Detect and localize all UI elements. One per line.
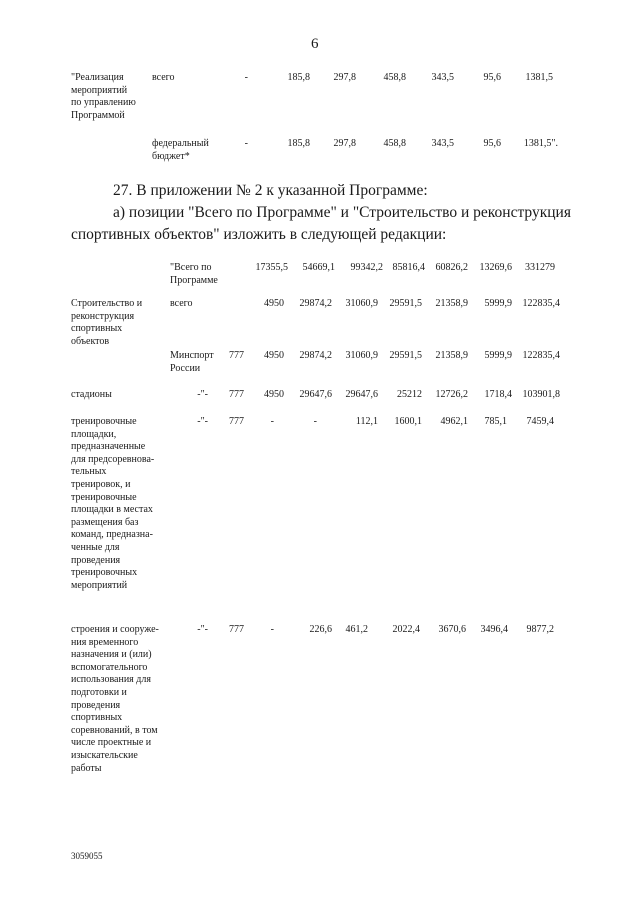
t1-subrow-type: федеральный бюджет* [152, 138, 209, 162]
t2-cell: 13269,6 [479, 262, 512, 273]
t1-subrow-type: всего [152, 72, 175, 83]
t2-cell: 1718,4 [484, 389, 512, 400]
t2-cell: 31060,9 [345, 350, 378, 361]
t1-cell: 458,8 [383, 72, 406, 83]
document-code: 3059055 [71, 851, 103, 861]
t2-cell: 29874,2 [299, 350, 332, 361]
t1-cell: 343,5 [431, 138, 454, 149]
t1-cell: 1381,5". [523, 138, 558, 149]
t1-cell: 185,8 [287, 138, 310, 149]
t2-row-type: "Всего по Программе [170, 262, 218, 286]
t2-cell: 9877,2 [526, 624, 554, 635]
t2-cell: 31060,9 [345, 298, 378, 309]
t2-row-type: Минспорт России [170, 350, 214, 374]
t2-cell: 29591,5 [389, 298, 422, 309]
t2-cell: - [313, 416, 317, 427]
page-number: 6 [311, 36, 319, 52]
t1-cell: 297,8 [333, 72, 356, 83]
t2-row-type: всего [170, 298, 193, 309]
t2-cell: 29874,2 [299, 298, 332, 309]
t2-row-type: -"- [197, 416, 208, 427]
t2-row-label: стадионы [71, 389, 112, 400]
t1-cell: 95,6 [483, 138, 501, 149]
t2-cell: 4950 [264, 350, 284, 361]
t2-cell: 4962,1 [440, 416, 468, 427]
t2-cell: 85816,4 [392, 262, 425, 273]
t2-cell: - [270, 624, 274, 635]
t2-cell: 112,1 [355, 416, 378, 427]
t1-cell: - [244, 72, 248, 83]
t1-cell: 1381,5 [525, 72, 553, 83]
t2-cell: 21358,9 [435, 350, 468, 361]
t2-cell: 7459,4 [526, 416, 554, 427]
t1-cell: 297,8 [333, 138, 356, 149]
t1-cell: 185,8 [287, 72, 310, 83]
t2-cell: 5999,9 [484, 350, 512, 361]
t2-cell: 331279 [525, 262, 555, 273]
t2-code: 777 [229, 350, 244, 361]
t2-cell: 25212 [397, 389, 422, 400]
t2-cell: 60826,2 [435, 262, 468, 273]
t2-code: 777 [229, 416, 244, 427]
t2-cell: 29647,6 [345, 389, 378, 400]
t2-cell: - [270, 416, 274, 427]
t2-cell: 17355,5 [255, 262, 288, 273]
t2-cell: 4950 [264, 298, 284, 309]
t2-row-label: Строительство и реконструкция спортивных объектов [71, 298, 143, 347]
t2-row-type: -"- [197, 389, 208, 400]
t2-cell: 3496,4 [480, 624, 508, 635]
t2-cell: 226,6 [309, 624, 332, 635]
paragraph-subitem-line1: а) позиции "Всего по Программе" и "Строительство и реконструкция [113, 204, 571, 221]
t2-cell: 103901,8 [522, 389, 560, 400]
t2-row-type: -"- [197, 624, 208, 635]
paragraph-item: 27. В приложении № 2 к указанной Программе: [113, 182, 428, 199]
t2-cell: 54669,1 [302, 262, 335, 273]
t2-cell: 4950 [264, 389, 284, 400]
t2-cell: 122835,4 [522, 350, 560, 361]
t2-code: 777 [229, 624, 244, 635]
t2-cell: 1600,1 [394, 416, 422, 427]
t2-cell: 29591,5 [389, 350, 422, 361]
t2-cell: 122835,4 [522, 298, 560, 309]
paragraph-subitem-line2: спортивных объектов" изложить в следующей редакции: [71, 226, 447, 243]
t2-cell: 3670,6 [438, 624, 466, 635]
t1-cell: - [244, 138, 248, 149]
t2-cell: 29647,6 [299, 389, 332, 400]
t2-row-label: строения и сооруже- ния временного назначения и (или) вспомогательного использования для подготовки и проведения спортивных соревнований, в том числе проектные и изыскательские работы [71, 624, 159, 774]
t1-row-label: "Реализация мероприятий по управлению Программой [71, 72, 136, 121]
t2-cell: 5999,9 [484, 298, 512, 309]
t1-cell: 95,6 [483, 72, 501, 83]
t2-row-label: тренировочные площадки, предназначенные для предсоревнова- тельных тренировок, и тренировочные площадки в местах размещения баз команд, предназна- ченные для проведения тренировочных мероприятий [71, 416, 155, 591]
t2-cell: 99342,2 [350, 262, 383, 273]
t2-cell: 785,1 [484, 416, 507, 427]
t1-cell: 458,8 [383, 138, 406, 149]
t2-cell: 461,2 [345, 624, 368, 635]
t2-cell: 2022,4 [392, 624, 420, 635]
t2-cell: 12726,2 [435, 389, 468, 400]
t1-cell: 343,5 [431, 72, 454, 83]
t2-code: 777 [229, 389, 244, 400]
t2-cell: 21358,9 [435, 298, 468, 309]
